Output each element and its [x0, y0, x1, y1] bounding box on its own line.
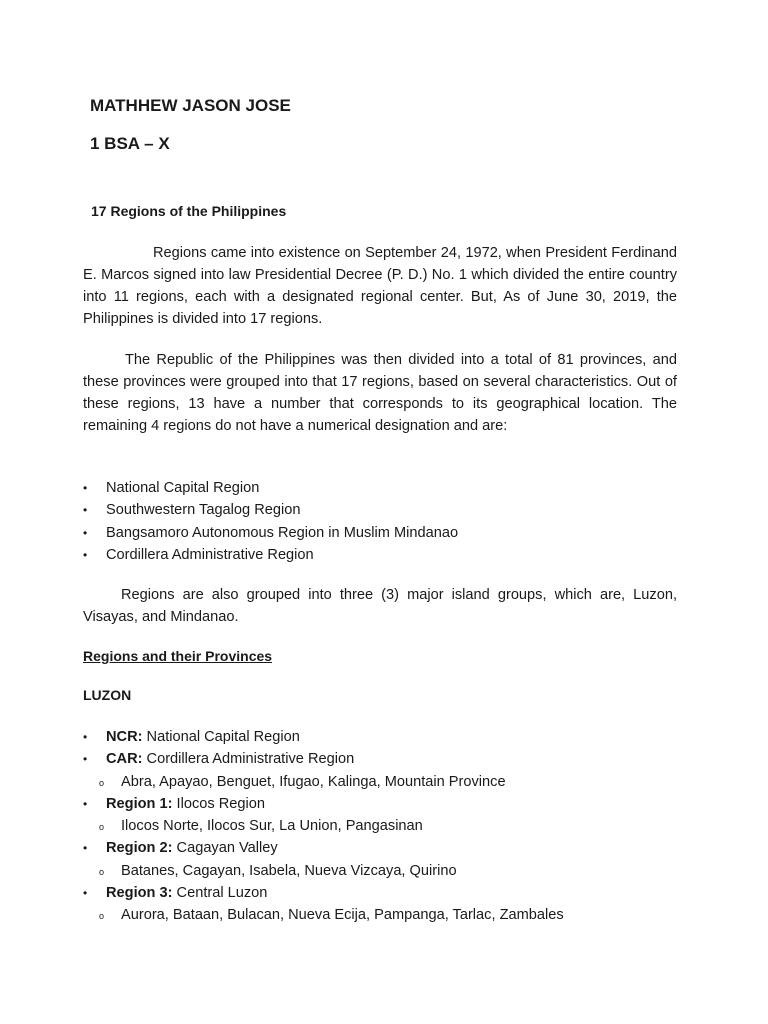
class-section: 1 BSA – X — [90, 134, 170, 153]
paragraph-1-text: Regions came into existence on September 24, 1972, when President Ferdinand E. Marcos signed into law Presidential Decree (P. D.) No. 1 which divided the entire country into 11 regions, each with a designated regional center. But, As of June 30, 2019, the Philippines is divided into 17 regions. — [83, 245, 677, 327]
province-list-item: o Ilocos Norte, Ilocos Sur, La Union, Pangasinan — [83, 815, 564, 837]
region-name: Ilocos Region — [176, 795, 265, 812]
paragraph-2-text: The Republic of the Philippines was then divided into a total of 81 provinces, and these provinces were grouped into that 17 regions, based on several characteristics. Out of these regions, 13 have a number that corresponds to its geographical location. The remaining 4 regions do not have a numerical designation and are: — [83, 352, 677, 434]
paragraph-1 — [83, 242, 677, 330]
luzon-heading: LUZON — [83, 687, 132, 703]
luzon-regions-list — [83, 726, 564, 927]
region-code: NCR: — [106, 729, 143, 745]
region-item-region-3 — [83, 882, 564, 904]
province-list-item: o Batanes, Cagayan, Isabela, Nueva Vizcaya, Quirino — [83, 860, 564, 882]
list-item: • Bangsamoro Autonomous Region in Muslim Mindanao — [83, 522, 458, 544]
region-item-ncr — [83, 726, 564, 748]
provinces-heading: Regions and their Provinces — [83, 648, 273, 664]
region-item-region-2 — [83, 837, 564, 859]
region-name: Central Luzon — [176, 885, 268, 902]
paragraph-3-text: Regions are also grouped into three (3) major island groups, which are, Luzon, Visayas, and Mindanao. — [83, 587, 677, 625]
region-code: Region 1: — [106, 795, 173, 812]
region-code: Region 3: — [106, 885, 173, 902]
region-name: Cagayan Valley — [176, 840, 278, 857]
paragraph-2 — [83, 349, 677, 437]
list-item: • Southwestern Tagalog Region — [83, 499, 458, 521]
region-item-region-1 — [83, 793, 564, 815]
unnumbered-regions-list — [83, 477, 458, 566]
region-item-car — [83, 748, 564, 770]
region-name: National Capital Region — [146, 729, 300, 745]
province-list-item: o Abra, Apayao, Benguet, Ifugao, Kalinga, Mountain Province — [83, 771, 564, 793]
region-code: Region 2: — [106, 840, 173, 857]
list-item: • National Capital Region — [83, 477, 458, 499]
author-name: MATHHEW JASON JOSE — [90, 96, 291, 115]
region-code: CAR: — [106, 751, 143, 768]
region-name: Cordillera Administrative Region — [146, 751, 355, 768]
paragraph-3 — [83, 584, 677, 628]
list-item: • Cordillera Administrative Region — [83, 544, 458, 566]
province-list-item: o Aurora, Bataan, Bulacan, Nueva Ecija, Pampanga, Tarlac, Zambales — [83, 904, 564, 926]
document-title: 17 Regions of the Philippines — [91, 203, 287, 219]
